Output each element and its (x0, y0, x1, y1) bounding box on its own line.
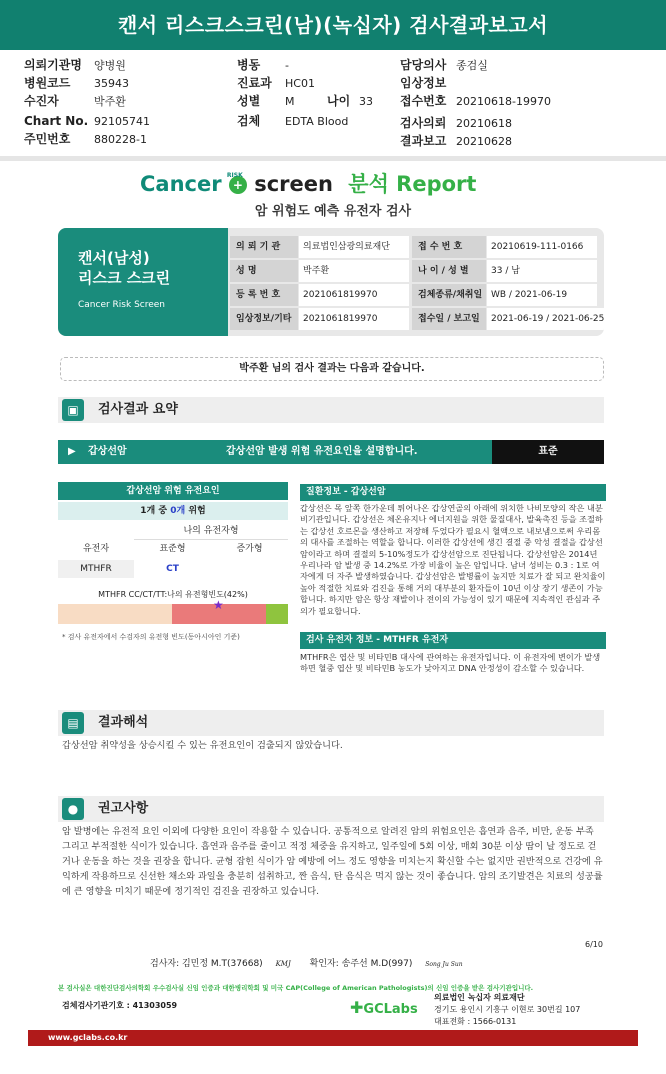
patient-card-badge (58, 228, 228, 336)
website-bar (28, 1030, 638, 1046)
patient-card (58, 228, 604, 336)
pt-label-name: 성 명 (230, 260, 298, 282)
pt-label-dates: 접수일 / 보고일 (412, 308, 486, 330)
lab-info (434, 992, 580, 1028)
rec-title: 권고사항 (98, 801, 149, 816)
header-info (0, 0, 666, 160)
confirmer: 확인자: 송주선 M.D(997) (309, 959, 413, 969)
header-specimen: 검체 EDTA Blood (237, 114, 349, 128)
header-chart: Chart No. 92105741 (24, 114, 150, 128)
disease-info-title: 질환정보 - 갑상선암 (300, 484, 606, 501)
cancer-name: 갑상선암 (88, 446, 127, 457)
gene-info-title: 검사 유전자 정보 - MTHFR 유전자 (300, 632, 606, 649)
gene-col-head: 유전자 (82, 544, 110, 554)
pt-value-specimen: WB / 2021-06-19 (487, 284, 597, 306)
cancer-screen-logo: Cancer + RISK screen 분석 Report (140, 172, 477, 196)
tester: 검사자: 김민정 M.T(37668) (150, 959, 263, 969)
freq-bar-tt (266, 604, 288, 624)
pt-value-dates: 2021-06-19 / 2021-06-25 (487, 308, 604, 330)
pt-value-clinical: 2021061819970 (299, 308, 409, 330)
inc-col-head: 증가형 (236, 544, 263, 554)
header-dept: 진료과 HC01 (237, 76, 315, 90)
risk-table-title: 갑상선암 위험 유전요인 (58, 482, 288, 500)
report-title: 캔서 리스크스크린(남)(녹십자) 검사결과보고서 (0, 0, 666, 50)
freq-label: MTHFR CC/CT/TT:나의 유전형빈도(42%) (98, 590, 248, 599)
interp-text: 갑상선암 취약성을 상승시킬 수 있는 유전요인이 검출되지 않았습니다. (62, 740, 343, 751)
header-hospital: 의뢰기관명 양병원 (24, 58, 126, 72)
header-ward: 병동 - (237, 58, 289, 72)
pt-value-receipt: 20210619-111-0166 (487, 236, 597, 258)
header-receipt: 접수번호 20210618-19970 (400, 94, 551, 108)
freq-bar-cc (58, 604, 172, 624)
genotype-inc (211, 560, 288, 578)
header-sex: 성별 M 나이 33 (237, 94, 373, 108)
pt-label-org: 의 뢰 기 관 (230, 236, 298, 258)
cancer-desc: 갑상선암 발생 위험 유전요인을 설명합니다. (226, 446, 418, 457)
gc-cross-icon: ✚ (350, 998, 364, 1017)
clipboard-icon: ▤ (62, 712, 84, 734)
person-icon: ● (62, 798, 84, 820)
risk-plus-icon: + RISK (229, 176, 247, 194)
card-title-1: 캔서(남성) (78, 249, 150, 267)
report-subtitle: 암 위험도 예측 유전자 검사 (254, 204, 412, 219)
header-id: 주민번호 880228-1 (24, 132, 147, 146)
tester-sign: KMJ (275, 960, 291, 968)
lab-address: 경기도 용인시 기흥구 이현로 30번길 107 (434, 1005, 581, 1014)
cancer-result-bar (58, 440, 604, 464)
card-title-en: Cancer Risk Screen (78, 300, 166, 310)
cert-text: 본 검사실은 대한진단검사의학회 우수검사실 신임 인증과 대한병리학회 및 미국 CAP(College of American Pathologists)의 신임 인증을 받은 검사기관입니다. (58, 984, 534, 992)
interp-header (58, 710, 604, 736)
gc-labs-logo: ✚GCLabs (350, 998, 418, 1017)
cancer-result: 표준 (492, 440, 604, 464)
genotype-value: CT (166, 564, 179, 574)
header-clinical: 임상정보 (400, 76, 447, 90)
org-code: 검체검사기관기호 : 41303059 (62, 1001, 178, 1010)
header-code: 병원코드 35943 (24, 76, 129, 90)
rec-text: 암 발병에는 유전적 요인 이외에 다양한 요인이 작용할 수 있습니다. 공통적으로 알려진 암의 위험요인은 흡연과 음주, 비만, 운동 부족 그리고 부적절한 식이가 있습니다. 흡연과 음주를 줄이고 적정 체중을 유지하고, 일주일에 5회 이상, 매회 30분 이상 땀이 날 정도로 걷거나 운동을 하는 것을 권장을 합니다. 균형 잡힌 식이가 암 예방에 어느 정도 영향을 미치는지 확신할 수는 없지만 권반적으로 건강에 유익하게 작용하므로 신선한 채소와 과일을 충분히 섭취하고, 짠 음식, 탄 음식은 먹지 않는 것이 좋습니다. 암의 조기발견은 치료의 성공률에 큰 영향을 미치기 때문에 정기적인 검진을 권장하고 있습니다. (62, 826, 603, 897)
pt-label-specimen: 검체종류/채취일 (412, 284, 486, 306)
my-genotype-star-icon: ★ (213, 598, 224, 612)
footnote: * 검사 유전자에서 수검자의 유전형 빈도(동아시아인 기준) (62, 633, 240, 641)
pt-label-clinical: 임상정보/기타 (230, 308, 298, 330)
lab-tel: 대표전화 : 1566-0131 (434, 1017, 517, 1026)
rec-header (58, 796, 604, 822)
pt-label-receipt: 접 수 번 호 (412, 236, 486, 258)
summary-header (58, 397, 604, 423)
website-link[interactable]: www.gclabs.co.kr (48, 1033, 128, 1042)
header-patient: 수진자 박주환 (24, 94, 126, 108)
pt-value-org: 의료법인삼광의료재단 (299, 236, 409, 258)
pt-value-age: 33 / 남 (487, 260, 597, 282)
summary-icon: ▣ (62, 399, 84, 421)
play-icon: ▶ (68, 446, 76, 457)
risk-count: 1개 중 0개 위험 (58, 502, 288, 520)
pt-label-age: 나 이 / 성 별 (412, 260, 486, 282)
disease-info-text: 갑상선은 목 앞쪽 한가운데 튀어나온 갑상연골의 아래에 위치한 나비모양의 작은 내분비기관입니다. 갑상선은 체온유지나 에너지원을 위한 물질대사, 발육촉진 등을 조절하는 갑상선 호르몬을 생산하고 저장해 두었다가 필요시 혈액으로 내보냄으로써 우리몸의 대사를 조절하는 역할을 합니다. 이러한 갑상선에 생긴 결절 중 악성 결절을 갑상선암이라고 하며 결절의 5-10%정도가 갑상선암으로 진단됩니다. 갑상선암은 2014년 우리나라 암 발생 중 14.2%로 가장 비율이 높은 암입니다. 남녀 성비는 0.3 : 1로 여자에게 더 자주 발생하였습니다. 갑상선암은 발병률이 높지만 치료가 잘 되고 완치율이 높아 적절한 치료와 검진을 통해 거의 대부분의 환자들이 10년 이상 장기 생존이 가능합니다. 하지만 암은 항상 재발이나 전이의 가능성이 있기 때문에 지속적인 관심과 주의가 필요합니다. (300, 503, 606, 616)
pt-value-name: 박주환 (299, 260, 409, 282)
card-title-2: 리스크 스크린 (78, 269, 171, 287)
std-col-head: 표준형 (159, 544, 186, 554)
pt-value-reg: 2021061819970 (299, 284, 409, 306)
gene-info-text: MTHFR은 엽산 및 비타민B 대사에 관여하는 유전자입니다. 이 유전자에 변이가 발생하면 혈중 엽산 및 비타민B 농도가 낮아지고 DNA 안정성이 감소할 수 있습니다. (300, 652, 601, 674)
lab-name: 의료법인 녹십자 의료재단 (434, 993, 525, 1002)
header-request: 검사의뢰 20210618 (400, 116, 512, 130)
interp-title: 결과해석 (98, 715, 149, 730)
my-genotype-head: 나의 유전자형 (134, 522, 288, 540)
result-intro: 박주환 님의 검사 결과는 다음과 같습니다. (60, 357, 604, 381)
summary-title: 검사결과 요약 (98, 402, 178, 417)
page-number: 6/10 (585, 940, 603, 949)
header-reported: 결과보고 20210628 (400, 134, 512, 148)
pt-label-reg: 등 록 번 호 (230, 284, 298, 306)
signatures (150, 956, 463, 969)
confirmer-sign: Song Ju Sun (425, 961, 463, 968)
header-doctor: 담당의사 종검실 (400, 58, 488, 72)
gene-name: MTHFR (58, 560, 134, 578)
header-divider (0, 156, 666, 161)
